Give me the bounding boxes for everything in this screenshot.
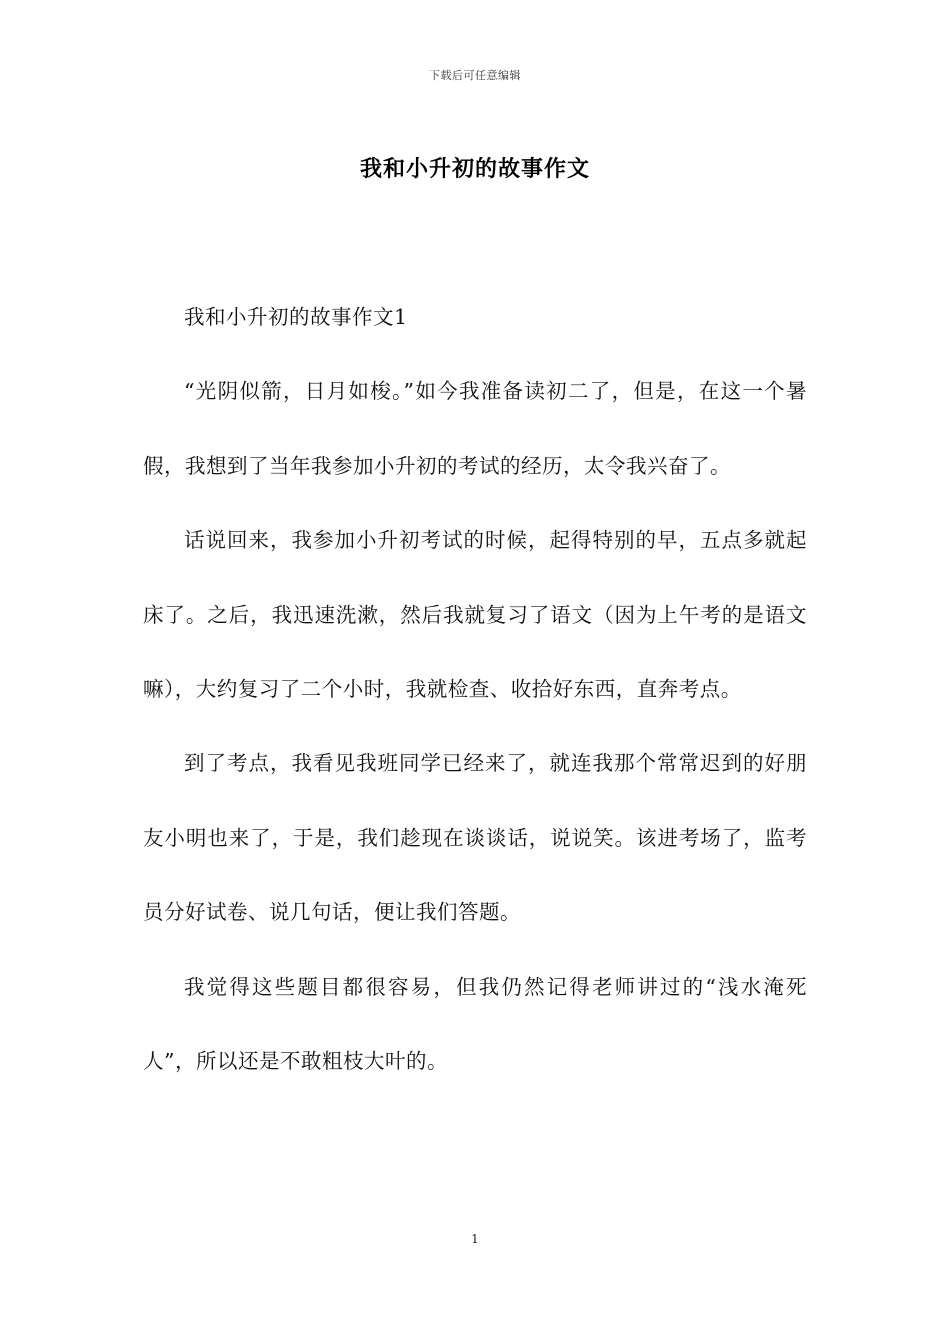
header-note: 下载后可任意编辑 <box>429 69 521 82</box>
paragraph: 我觉得这些题目都很容易，但我仍然记得老师讲过的“浅水淹死人”，所以还是不敢粗枝大叶的。 <box>143 974 807 1074</box>
document-title: 我和小升初的故事作文 <box>359 156 590 182</box>
paragraph: “光阴似箭，日月如梭。”如今我准备读初二了，但是，在这一个暑假，我想到了当年我参加小升初的考试的经历，太令我兴奋了。 <box>143 379 807 478</box>
page-number: 1 <box>471 1232 479 1246</box>
document-body <box>143 280 807 1098</box>
paragraph: 话说回来，我参加小升初考试的时候，起得特别的早，五点多就起床了。之后，我迅速洗漱，然后我就复习了语文（因为上午考的是语文嘛），大约复习了二个小时，我就检查、收拾好东西，直奔考点。 <box>143 528 807 702</box>
section-heading: 我和小升初的故事作文1 <box>184 305 408 329</box>
paragraph: 到了考点，我看见我班同学已经来了，就连我那个常常迟到的好朋友小明也来了，于是，我们趁现在谈谈话，说说笑。该进考场了，监考员分好试卷、说几句话，便让我们答题。 <box>143 751 807 925</box>
